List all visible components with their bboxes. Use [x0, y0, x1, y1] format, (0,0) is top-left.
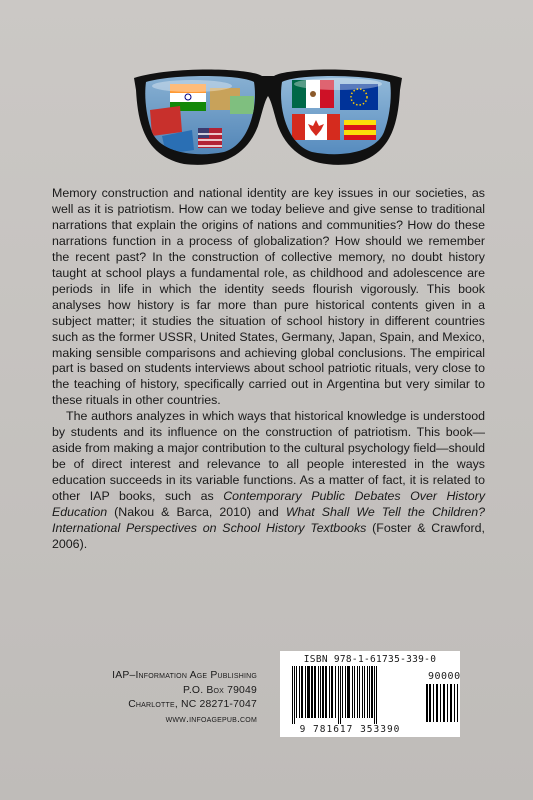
blurb-paragraph-1: [52, 186, 485, 409]
barcode-bar: [294, 666, 295, 724]
blurb-paragraph-1-text: Memory construction and national identity are key issues in our societies, as well as it is patriotism. How can we today believe and give sense to traditional narrations that explain the origins of nations and communities? How do these narrations function in a process of globalization? How should we remember the recent past? In the construction of collective memory, no doubt history taught at school plays a fundamental role, as childhood and adolescence are periods in life in which the identity seeds flourish vigorously. This book analyses how history is far more than pure historical contents given in a subject matter; it studies the situation of school history in different countries such as the former USSR, United States, Germany, Japan, Spain, and Mexico, making sensible comparisons and achieving global conclusions. The empirical part is based on students interviews about school patriotic rituals, very close to the teaching of history, specifically carried out in Argentina but very similar to these rituals in other countries.: [52, 186, 485, 408]
addon-bar: [440, 684, 441, 722]
barcode-bar: [367, 666, 368, 718]
barcode-bar: [359, 666, 360, 718]
barcode-bar: [352, 666, 353, 718]
barcode-bar: [299, 666, 300, 718]
blurb-paragraph-2-text-c: (Foster & Crawford, 2006).: [52, 521, 485, 551]
publisher-po-box: P.O. Box 79049: [183, 684, 257, 696]
barcode-bar: [338, 666, 339, 724]
sunglasses-flags-icon: [132, 66, 404, 166]
addon-bar: [436, 684, 438, 722]
related-book-title-2: What Shall We Tell the Children? International Perspectives on School History Textbooks: [52, 505, 485, 536]
addon-bar: [429, 684, 431, 722]
barcode-bar: [342, 666, 343, 718]
barcode-bar: [329, 666, 330, 718]
addon-bar: [457, 684, 458, 722]
blurb-paragraph-2-text-b: (Nakou & Barca, 2010) and: [107, 505, 286, 520]
barcode-bar: [369, 666, 370, 718]
barcode-bar: [374, 666, 375, 724]
back-cover-blurb: [52, 186, 485, 553]
isbn-barcode: [280, 651, 460, 737]
addon-bar: [443, 684, 445, 722]
barcode-bar: [318, 666, 319, 718]
barcode-bar: [347, 666, 350, 718]
barcode-bar: [320, 666, 321, 718]
blurb-paragraph-2-text-a: The authors analyzes in which ways that historical knowledge is understood by students and its influence on the construction of patriotism. This book—aside from making a major contribution to the cultural psychology field—should be of direct interest and relevance to all people interested in the ways education succeeds in its variable functions. As a matter of fact, it is related to other IAP books, such as: [52, 409, 485, 504]
barcode-bar: [307, 666, 310, 718]
barcode-bar: [325, 666, 327, 718]
barcode-bar: [311, 666, 313, 718]
publisher-info: [100, 669, 257, 727]
price-code: 90000: [428, 671, 461, 682]
barcode-bar: [354, 666, 355, 718]
barcode-bar: [376, 666, 377, 724]
addon-bar: [450, 684, 452, 722]
barcode-bar: [371, 666, 373, 718]
addon-bar: [433, 684, 434, 722]
publisher-city: Charlotte, NC 28271-7047: [128, 699, 257, 710]
addon-bar: [454, 684, 455, 722]
related-book-title-1: Contemporary Public Debates Over History Education: [52, 489, 486, 520]
barcode-bar: [301, 666, 303, 718]
publisher-name: IAP–Information Age Publishing: [112, 670, 257, 681]
barcode-bar: [305, 666, 306, 718]
addon-bar: [426, 684, 428, 722]
isbn-label: ISBN 978-1-61735-339-0: [303, 654, 437, 665]
barcode-bar: [322, 666, 324, 718]
blurb-paragraph-2: [52, 409, 485, 553]
barcode-bar: [364, 666, 365, 718]
barcode-bar: [345, 666, 346, 718]
barcode-bar: [335, 666, 336, 718]
barcode-bar: [296, 666, 297, 718]
barcode-bar: [314, 666, 316, 718]
barcode-bar: [292, 666, 293, 724]
addon-bar: [447, 684, 448, 722]
publisher-website: www.infoagepub.com: [165, 713, 257, 725]
ean-digits: 9 781617 353390: [299, 724, 401, 735]
barcode-bar: [357, 666, 358, 718]
barcode-bar: [331, 666, 333, 718]
barcode-bar: [362, 666, 363, 718]
barcode-bar: [340, 666, 341, 724]
